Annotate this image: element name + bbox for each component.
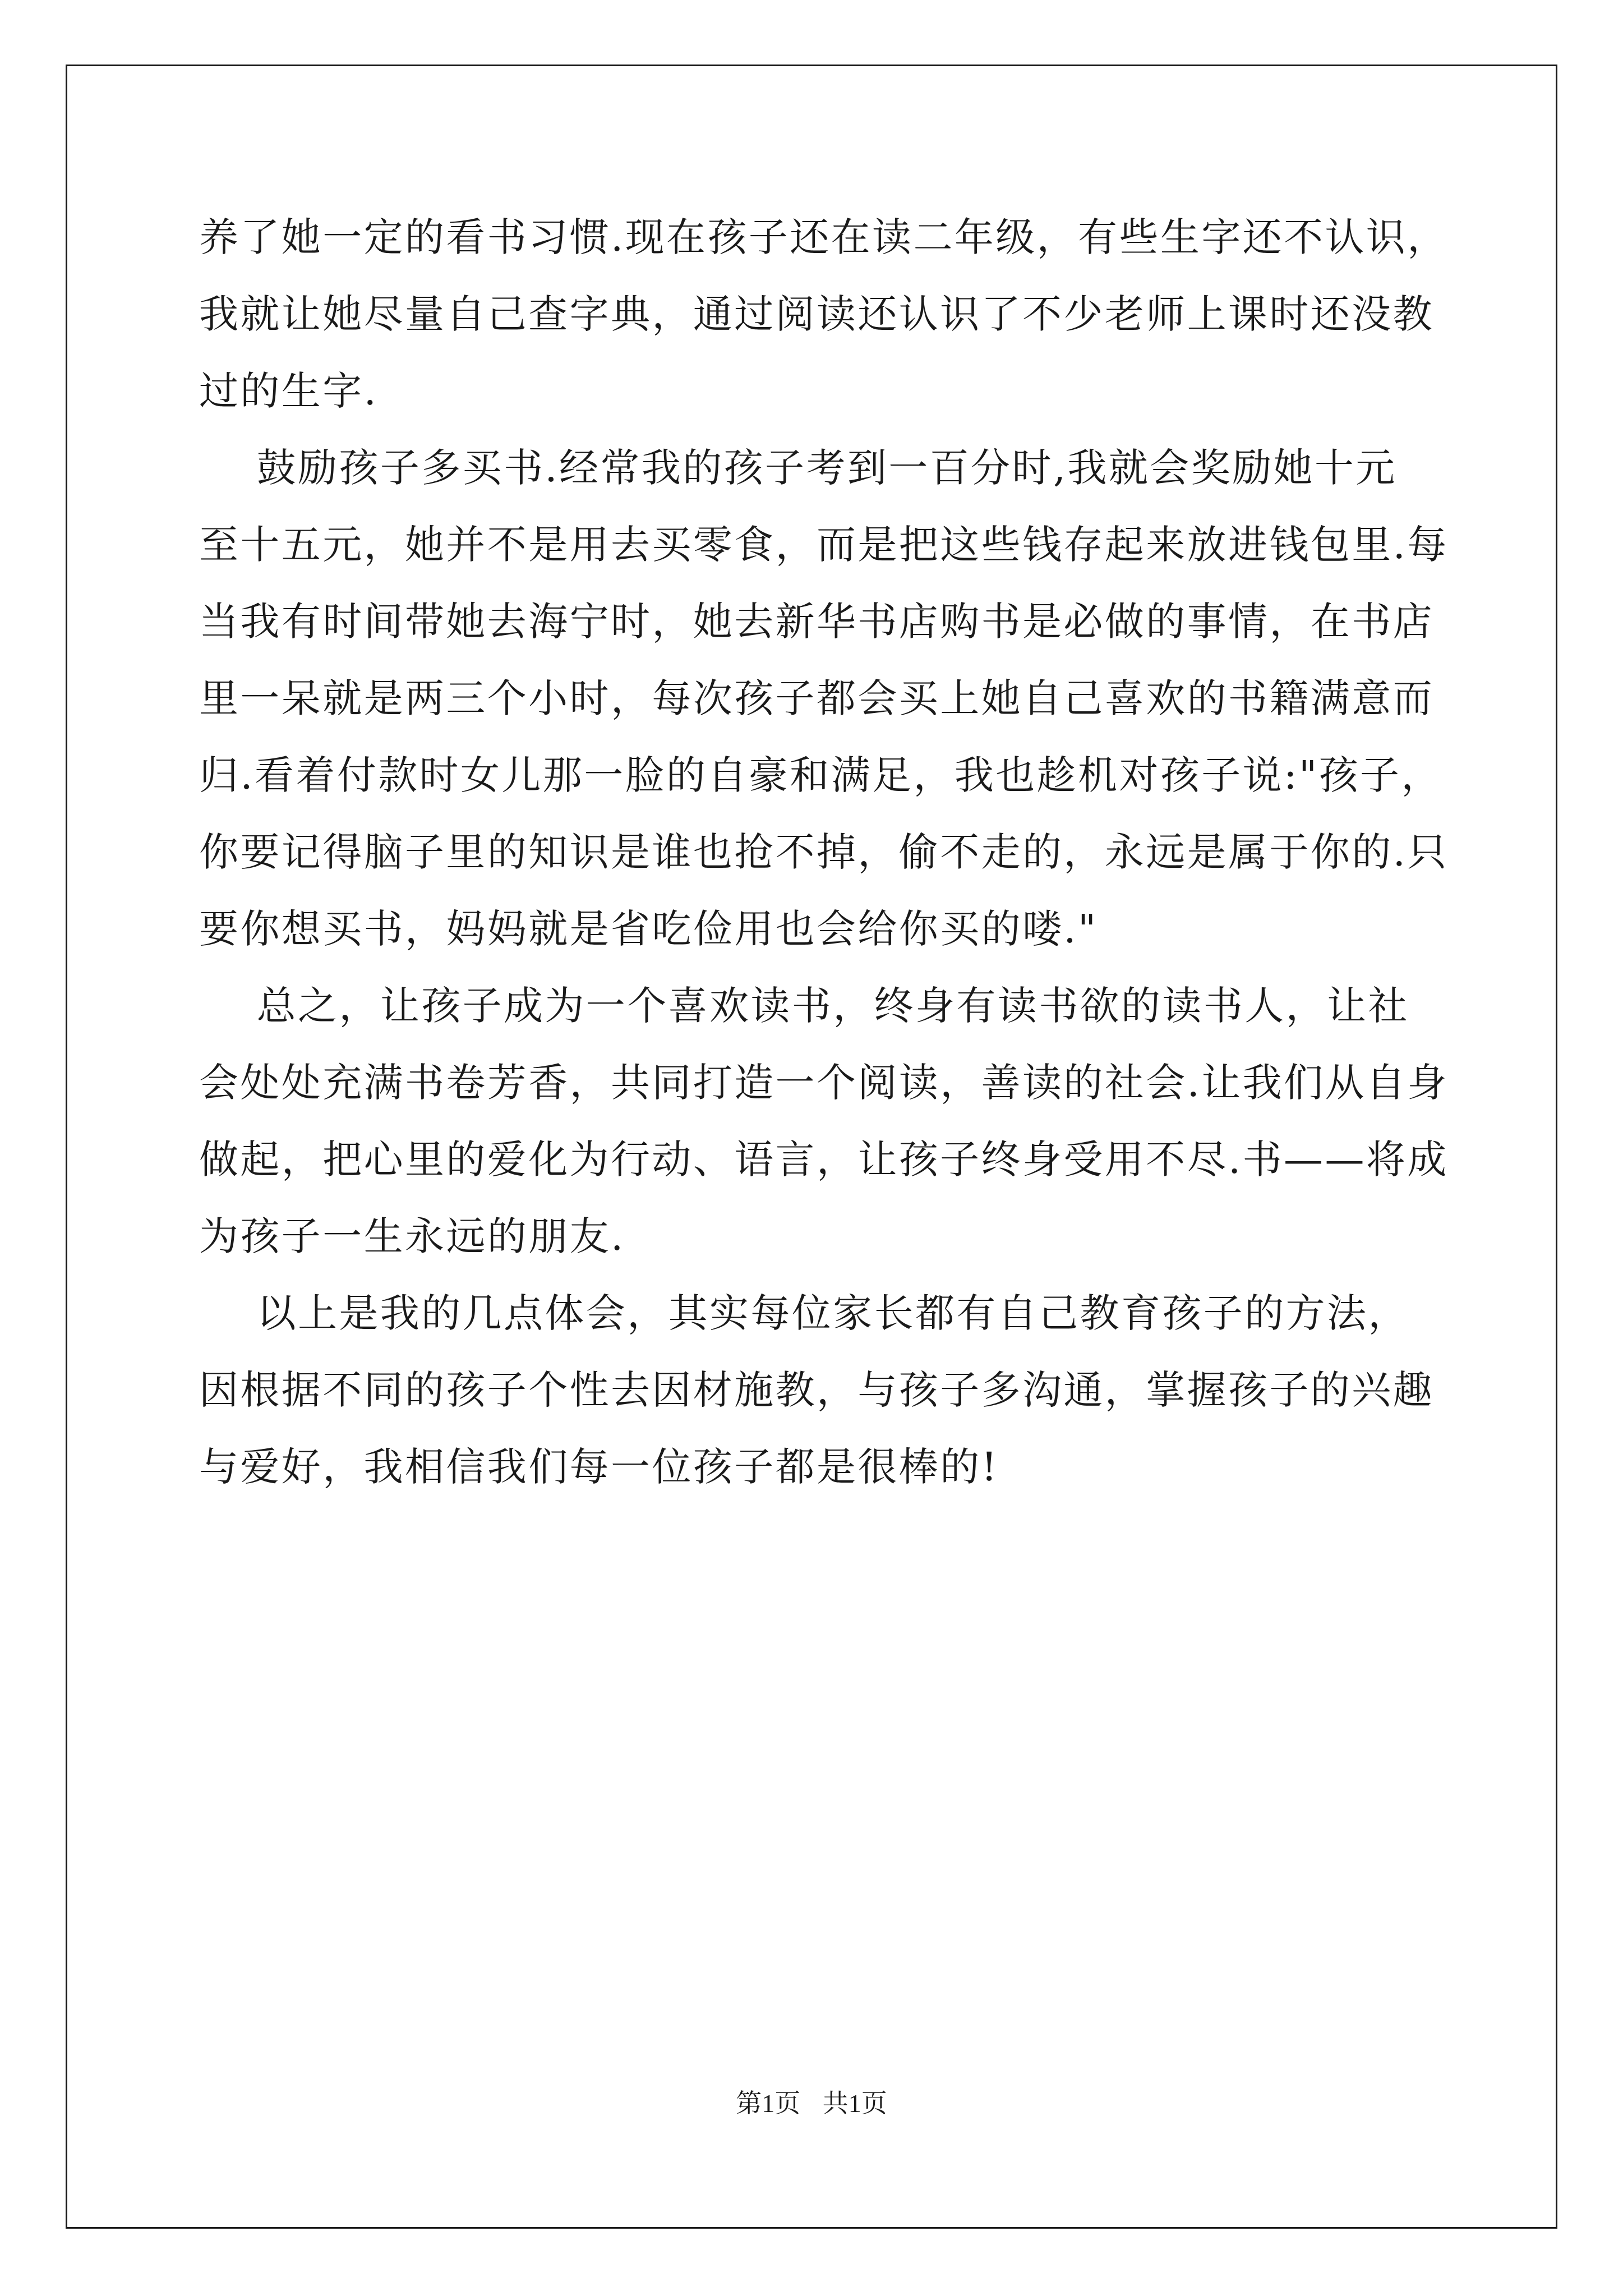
document-body [199,199,1449,1506]
text-line: 至十五元，她并不是用去买零食，而是把这些钱存起来放进钱包里.每 [199,522,1449,568]
text-line: 总之，让孩子成为一个喜欢读书，终身有读书欲的读书人，让社 [199,983,1409,1029]
text-line: 归.看着付款时女儿那一脸的自豪和满足，我也趁机对孩子说:"孩子， [199,752,1442,798]
text-line: 过的生字. [199,368,379,414]
page-number: 第1页 [736,2089,801,2118]
page-footer [0,2083,1623,2120]
text-line: 因根据不同的孩子个性去因材施教，与孩子多沟通，掌握孩子的兴趣 [199,1367,1434,1413]
text-line: 与爱好，我相信我们每一位孩子都是很棒的! [199,1444,999,1490]
text-line: 为孩子一生永远的朋友. [199,1213,625,1259]
text-line: 里一呆就是两三个小时，每次孩子都会买上她自己喜欢的书籍满意而 [199,675,1434,721]
text-line: 要你想买书，妈妈就是省吃俭用也会给你买的喽." [199,906,1098,952]
text-line: 当我有时间带她去海宁时，她去新华书店购书是必做的事情，在书店 [199,599,1434,645]
text-line: 做起，把心里的爱化为行动、语言，让孩子终身受用不尽.书——将成 [199,1137,1449,1182]
text-line: 鼓励孩子多买书.经常我的孩子考到一百分时,我就会奖励她十元 [199,445,1397,491]
text-line: 我就让她尽量自己查字典，通过阅读还认识了不少老师上课时还没教 [199,291,1434,337]
text-line: 养了她一定的看书习惯.现在孩子还在读二年级，有些生字还不认识， [199,214,1449,260]
text-line: 以上是我的几点体会，其实每位家长都有自己教育孩子的方法， [199,1290,1409,1336]
text-line: 你要记得脑子里的知识是谁也抢不掉，偷不走的，永远是属于你的.只 [199,829,1449,875]
page-total: 共1页 [822,2089,887,2118]
text-line: 会处处充满书卷芳香，共同打造一个阅读，善读的社会.让我们从自身 [199,1060,1449,1106]
